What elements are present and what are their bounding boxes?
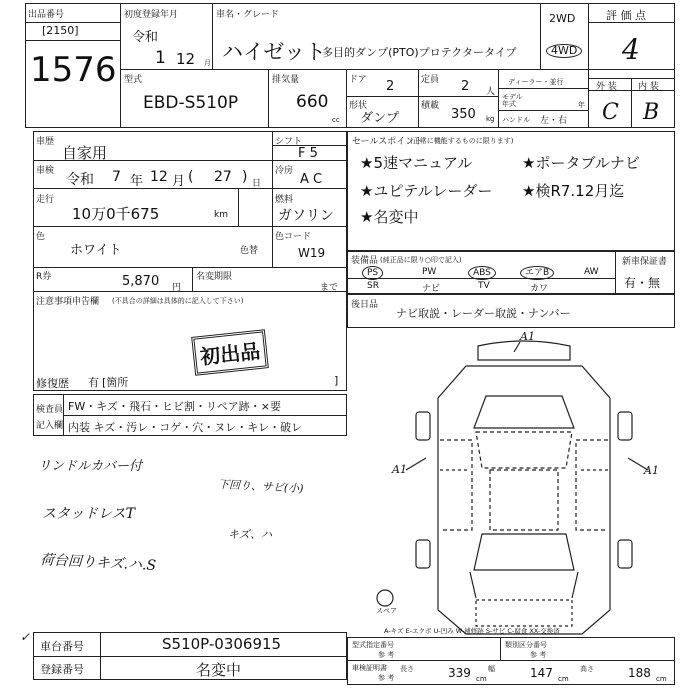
- aftermarket-items: ナビ取説・レーダー取説・ナンバー: [396, 307, 571, 320]
- inspection-day: 27: [214, 169, 232, 185]
- hand-note-5: キズ、ハ: [228, 528, 273, 541]
- wheel-rear-right: [618, 540, 632, 568]
- wheel-front-left: [416, 412, 430, 440]
- selling-point-1: ★5速マニュアル: [360, 154, 473, 172]
- lot-number: 1576: [30, 50, 117, 90]
- car-grade: 多目的ダンプ(PTO)プロテクタータイプ: [322, 46, 517, 59]
- equip-tv: TV: [478, 281, 490, 291]
- exterior-grade: C: [602, 100, 619, 125]
- equip-ps: PS: [362, 266, 383, 280]
- selling-point-5: ★名変中: [360, 208, 419, 226]
- reg-month: 12: [176, 50, 196, 68]
- lot-sub: [2150]: [42, 24, 79, 37]
- diagram-rear-window: [474, 534, 574, 570]
- mileage: 10万0千675: [72, 205, 160, 223]
- diagram-cabin: [474, 396, 574, 428]
- air-conditioning: A C: [300, 172, 323, 187]
- repair-history: 有: [88, 376, 99, 389]
- length: 339: [448, 666, 471, 680]
- inspector-row-1: FW・キズ・飛石・ヒビ割・リペア跡・×要: [68, 400, 281, 413]
- selling-point-4: ★検R7.12月迄: [522, 182, 625, 200]
- name-label: 車名・グレード: [216, 10, 280, 20]
- selling-point-2: ★ポータブルナビ: [522, 154, 640, 172]
- capacity: 2: [461, 79, 470, 94]
- hand-note-1: リンドルカバー付: [38, 459, 143, 474]
- equip-navi: ナビ: [422, 284, 441, 294]
- hand-note-3: 荷台回りキズ.ハ.S: [39, 551, 157, 575]
- model-code: EBD-S510P: [143, 93, 239, 113]
- diagram-front-bumper: [478, 341, 570, 360]
- chassis-number: S510P-0306915: [162, 635, 282, 653]
- recycle-fee: 5,870: [122, 274, 160, 289]
- first-listing-stamp: 初出品: [191, 329, 269, 376]
- equip-airbag: エアB: [520, 266, 554, 280]
- color-code: W19: [298, 246, 326, 260]
- inspector-row-2: 内装 キズ・汚レ・コゲ・穴・ヌレ・キレ・破レ: [68, 421, 303, 434]
- damage-mark-front: A1: [520, 330, 535, 343]
- selling-point-3: ★ユピテルレーダー: [360, 182, 493, 200]
- width: 147: [530, 666, 553, 680]
- spare-tire: [377, 590, 393, 606]
- registration-number: 名変中: [196, 661, 242, 679]
- height: 188: [628, 666, 651, 680]
- equip-sr: SR: [367, 281, 379, 291]
- doors: 2: [386, 79, 395, 94]
- equip-pw: PW: [422, 267, 437, 277]
- equip-abs: ABS: [468, 266, 496, 280]
- warranty: 有・無: [624, 276, 661, 290]
- diagram-rear-bumper: [476, 600, 572, 626]
- diagram-legend: A-キズ E-エクボ U-凹み W-補修跡 S-サビ C-腐食 XX-交換済: [384, 627, 560, 635]
- damage-mark-right: A1: [644, 464, 659, 477]
- load-capacity: 350: [451, 107, 476, 122]
- diagram-body-outline: [438, 366, 610, 634]
- hand-note-2: スタッドレスT: [42, 506, 135, 522]
- displacement: 660: [296, 92, 329, 112]
- hand-note-4: 下回り、サビ(小): [217, 477, 304, 496]
- inspection-month: 12: [150, 169, 168, 185]
- reg-year: 1: [155, 48, 166, 68]
- fuel: ガソリン: [278, 208, 334, 224]
- wheel-front-right: [618, 412, 632, 440]
- reg-label: 初度登録年月: [124, 10, 179, 20]
- shift: F 5: [298, 146, 318, 161]
- car-history: 自家用: [62, 144, 108, 162]
- equip-leather: カワ: [530, 284, 549, 294]
- handle: 左・右: [540, 116, 568, 126]
- body-shape: ダンプ: [360, 111, 400, 126]
- reg-era: 令和: [132, 30, 159, 45]
- spare-label: スペア: [376, 607, 397, 615]
- car-name: ハイゼット: [222, 40, 326, 64]
- interior-grade: B: [643, 100, 660, 125]
- damage-mark-left: A1: [392, 463, 407, 476]
- color: ホワイト: [70, 243, 122, 258]
- drive-4wd-circled: 4WD: [546, 44, 582, 58]
- diagram-roof: [490, 470, 558, 530]
- lot-label: 出品番号: [28, 10, 65, 20]
- inspection-year: 7: [112, 169, 121, 185]
- wheel-rear-left: [416, 540, 430, 568]
- equip-aw: AW: [584, 267, 599, 277]
- score-value: 4: [622, 33, 640, 66]
- score-label: 評 価 点: [606, 9, 646, 22]
- drive-2wd: 2WD: [549, 12, 576, 25]
